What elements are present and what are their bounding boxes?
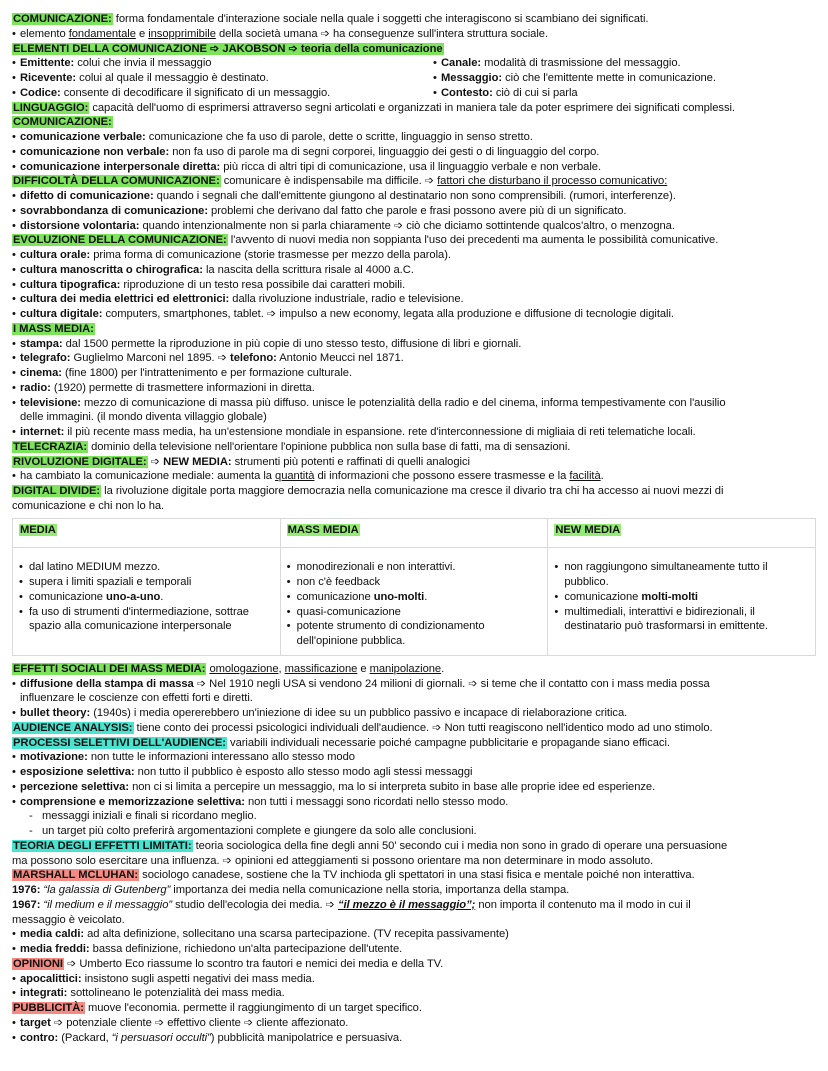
processi-selettivi-definition: PROCESSI SELETTIVI DELL'AUDIENCE: variabili individuali necessarie poiché campagne pubblicitarie e propagande siano efficaci.	[13, 736, 670, 749]
comunicazione-types-heading-line	[12, 115, 816, 130]
comunicazione-definition: COMUNICAZIONE: forma fondamentale d'interazione sociale nella quale i soggetti che interagiscono si scambiano dei significati.	[13, 13, 649, 25]
section-heading-telecrazia: TELECRAZIA:	[13, 440, 88, 453]
section-heading-digital-divide: DIGITAL DIVIDE:	[13, 485, 101, 497]
section-heading-comunicazione: COMUNICAZIONE:	[13, 13, 112, 25]
list-item: • comprensione e memorizzazione selettiva: non tutti i messaggi sono ricordati nello stesso modo.	[12, 795, 816, 810]
list-item: • telegrafo: Guglielmo Marconi nel 1895. ➩ telefono: Antonio Meucci nel 1871.	[12, 351, 816, 366]
list-item: • comunicazione interpersonale diretta: più ricca di altri tipi di comunicazione, usa il linguaggio verbale e non verbale.	[12, 160, 816, 175]
list-item: • stampa: dal 1500 permette la riproduzione in più copie di uno stesso testo, diffusione di libri e giornali.	[12, 337, 816, 352]
list-item: • motivazione: non tutte le informazioni interessano allo stesso modo	[12, 750, 816, 765]
list-item: • sovrabbondanza di comunicazione: problemi che derivano dal fatto che parole e frasi possono avere più di un significato.	[12, 204, 816, 219]
pubblicita-definition: PUBBLICITÀ: muove l'economia. permette il raggiungimento di un target specifico.	[13, 1002, 422, 1014]
list-item: • dal latino MEDIUM mezzo.	[19, 560, 274, 575]
list-item: • media freddi: bassa definizione, richiedono un'alta partecipazione dell'utente.	[12, 942, 816, 957]
mass-media-heading-line	[12, 322, 816, 337]
section-heading-elementi: ELEMENTI DELLA COMUNICAZIONE ➩ JAKOBSON ➩ teoria della comunicazione	[13, 42, 443, 55]
telecrazia-definition: TELECRAZIA: dominio della televisione nell'orientare l'opinione pubblica non sulla base di fatti, ma di sensazioni.	[13, 440, 571, 453]
section-heading-effetti-sociali: EFFETTI SOCIALI DEI MASS MEDIA:	[13, 662, 206, 675]
effetti-sociali-definition: EFFETTI SOCIALI DEI MASS MEDIA: omologazione, massificazione e manipolazione.	[13, 662, 445, 675]
list-item: • comunicazione uno-a-uno.	[19, 590, 274, 605]
list-item: • diffusione della stampa di massa ➩ Nel 1910 negli USA si vendono 24 milioni di giornali. ➩ si teme che il contatto con i mass media possa influenzare le coscienze con effetti forti e diretti.	[12, 677, 816, 707]
list-item: • monodirezionali e non interattivi.	[287, 560, 542, 575]
list-item: • televisione: mezzo di comunicazione di massa più diffuso. unisce le potenzialità della radio e del cinema, informa tempestivamente con l'ausilio delle immagini. (il mondo diventa villaggio globale)	[12, 396, 816, 426]
rivoluzione-definition: RIVOLUZIONE DIGITALE: ➩ NEW MEDIA: strumenti più potenti e raffinati di quelli analogici	[13, 455, 470, 468]
digital-divide-definition: DIGITAL DIVIDE: la rivoluzione digitale porta maggiore democrazia nella comunicazione ma cresce il divario tra chi ha accesso ai nuovi mezzi di comunicazione e chi non lo ha.	[12, 485, 724, 512]
section-heading-processi-selettivi: PROCESSI SELETTIVI DELL'AUDIENCE:	[13, 736, 226, 749]
list-item: • cultura dei media elettrici ed elettronici: dalla rivoluzione industriale, radio e televisione.	[12, 292, 816, 307]
list-item: • internet: il più recente mass media, ha un'estensione mondiale in espansione. rete d'interconnessione di migliaia di reti telematiche locali.	[12, 425, 816, 440]
teoria-effetti-limitati-definition: TEORIA DEGLI EFFETTI LIMITATI: teoria sociologica della fine degli anni 50' secondo cui i media non sono in grado di operare una persuasione ma possono solo esercitare una influenza. ➩ opinioni ed atteggiamenti si possono orientare ma non determinare in modo assoluto.	[12, 839, 728, 867]
elementi-heading-line	[12, 42, 816, 57]
list-item: • potente strumento di condizionamento dell'opinione pubblica.	[287, 619, 542, 649]
list-item: • comunicazione molti-molti	[554, 590, 809, 605]
mcluhan-1967: 1967: “il medium e il messaggio” studio dell'ecologia dei media. ➩ “il mezzo è il messaggio”; non importa il contenuto ma il modo in cui il messaggio è veicolato.	[12, 898, 691, 926]
section-heading-audience-analysis: AUDIENCE ANALYSIS:	[13, 721, 133, 734]
section-heading-opinioni: OPINIONI	[13, 957, 63, 970]
audience-analysis-definition: AUDIENCE ANALYSIS: tiene conto dei processi psicologici individuali dell'audience. ➩ Non tutti reagiscono nell'identico modo ad uno stimolo.	[13, 721, 713, 734]
list-item: • comunicazione uno-molti.	[287, 590, 542, 605]
list-item: • non raggiungono simultaneamente tutto il pubblico.	[554, 560, 809, 590]
list-item: • esposizione selettiva: non tutto il pubblico è esposto allo stesso modo agli stessi messaggi	[12, 765, 816, 780]
sub-list-item: - messaggi iniziali e finali si ricordano meglio.	[12, 809, 816, 824]
list-item: • apocalittici: insistono sugli aspetti negativi dei mass media.	[12, 972, 816, 987]
list-item: • cultura digitale: computers, smartphones, tablet. ➩ impulso a new economy, legata alla produzione e diffusione di tecnologie digitali.	[12, 307, 816, 322]
list-item: • Contesto: ciò di cui si parla	[433, 86, 816, 101]
list-item: • radio: (1920) permette di trasmettere informazioni in diretta.	[12, 381, 816, 396]
list-item: • integrati: sottolineano le potenzialità dei mass media.	[12, 986, 816, 1001]
list-item: • ha cambiato la comunicazione mediale: aumenta la quantità di informazioni che possono essere trasmesse e la facilità.	[12, 469, 816, 484]
list-item: • distorsione volontaria: quando intenzionalmente non si parla chiaramente ➩ ciò che diciamo sottintende qualcos'altro, o menzogna.	[12, 219, 816, 234]
list-item: • quasi-comunicazione	[287, 605, 542, 620]
list-item: • percezione selettiva: non ci si limita a percepire un messaggio, ma lo si interpreta subito in base alle proprie idee ed esperienze.	[12, 780, 816, 795]
list-item: • bullet theory: (1940s) i media opererebbero un'iniezione di idee su un pubblico passivo e incapace di rielaborazione critica.	[12, 706, 816, 721]
table-header-cell: MASS MEDIA	[280, 518, 548, 548]
list-item: • contro: (Packard, “i persuasori occulti”) pubblicità manipolatrice e persuasiva.	[12, 1031, 816, 1046]
section-heading-mcluhan: MARSHALL MCLUHAN:	[13, 869, 139, 882]
section-heading-comunicazione-types: COMUNICAZIONE:	[13, 116, 112, 129]
table-header-cell: MEDIA	[13, 518, 281, 548]
section-heading-teoria-effetti-limitati: TEORIA DEGLI EFFETTI LIMITATI:	[13, 839, 192, 852]
mcluhan-definition: MARSHALL MCLUHAN: sociologo canadese, sostiene che la TV inchioda gli spettatori in una stasi fisica e mentale poiché non interattiva.	[13, 869, 695, 882]
section-heading-linguaggio: LINGUAGGIO:	[13, 101, 89, 114]
table-row	[13, 548, 816, 656]
table-header-row	[13, 518, 816, 548]
opinioni-definition: OPINIONI ➩ Umberto Eco riassume lo scontro tra fautori e nemici dei media e della TV.	[13, 957, 444, 970]
table-cell	[548, 548, 816, 656]
sub-list-item: - un target più colto preferirà argomentazioni complete e giungere da solo alle conclusioni.	[12, 824, 816, 839]
media-comparison-table	[12, 518, 816, 656]
list-item: • multimediali, interattivi e bidirezionali, il destinatario può trasformarsi in emittente.	[554, 605, 809, 635]
list-item: • comunicazione non verbale: non fa uso di parole ma di segni corporei, linguaggio dei gesti o di linguaggio del corpo.	[12, 145, 816, 160]
table-cell	[13, 548, 281, 656]
section-heading-rivoluzione: RIVOLUZIONE DIGITALE:	[13, 455, 147, 468]
table-cell	[280, 548, 548, 656]
list-item: • cultura orale: prima forma di comunicazione (storie trasmesse per mezzo della parola).	[12, 248, 816, 263]
list-item: • Messaggio: ciò che l'emittente mette in comunicazione.	[433, 71, 816, 86]
list-item: • Emittente: colui che invia il messaggio	[12, 56, 433, 71]
list-item: • supera i limiti spaziali e temporali	[19, 575, 274, 590]
list-item: • non c'è feedback	[287, 575, 542, 590]
mcluhan-1976: 1976: “la galassia di Gutenberg” importanza dei media nella comunicazione nella storia, importanza della stampa.	[12, 884, 570, 896]
list-item: • Codice: consente di decodificare il significato di un messaggio.	[12, 86, 433, 101]
list-item: • difetto di comunicazione: quando i segnali che dall'emittente giungono al destinatario non sono comprensibili. (rumori, interferenze).	[12, 189, 816, 204]
section-heading-pubblicita: PUBBLICITÀ:	[13, 1002, 84, 1014]
table-header-cell: NEW MEDIA	[548, 518, 816, 548]
elementi-two-column-list	[12, 56, 816, 100]
evoluzione-definition: EVOLUZIONE DELLA COMUNICAZIONE: l'avvento di nuovi media non soppianta l'uso dei precedenti ma aumenta le possibilità comunicative.	[13, 234, 719, 247]
list-item: • fa uso di strumenti d'intermediazione, sottrae spazio alla comunicazione interpersonale	[19, 605, 274, 635]
list-item: • elemento fondamentale e insopprimibile della società umana ➩ ha conseguenze sull'intera struttura sociale.	[12, 27, 816, 42]
list-item: • cultura tipografica: riproduzione di un testo resa possibile dai caratteri mobili.	[12, 278, 816, 293]
section-heading-mass-media: I MASS MEDIA:	[13, 322, 94, 335]
list-item: • target ➩ potenziale cliente ➩ effettivo cliente ➩ cliente affezionato.	[12, 1016, 816, 1031]
difficolta-definition: DIFFICOLTÀ DELLA COMUNICAZIONE: comunicare è indispensabile ma difficile. ➩ fattori che disturbano il processo comunicativo:	[13, 175, 668, 188]
section-heading-evoluzione: EVOLUZIONE DELLA COMUNICAZIONE:	[13, 234, 227, 247]
linguaggio-definition: LINGUAGGIO: capacità dell'uomo di esprimersi attraverso segni articolati e organizzati in maniera tale da poter esprimere dei significati complessi.	[13, 101, 735, 114]
list-item: • media caldi: ad alta definizione, sollecitano una scarsa partecipazione. (TV recepita passivamente)	[12, 927, 816, 942]
list-item: • Canale: modalità di trasmissione del messaggio.	[433, 56, 816, 71]
list-item: • comunicazione verbale: comunicazione che fa uso di parole, dette o scritte, linguaggio in senso stretto.	[12, 130, 816, 145]
list-item: • cultura manoscritta o chirografica: la nascita della scrittura risale al 4000 a.C.	[12, 263, 816, 278]
list-item: • Ricevente: colui al quale il messaggio è destinato.	[12, 71, 433, 86]
section-heading-difficolta: DIFFICOLTÀ DELLA COMUNICAZIONE:	[13, 175, 220, 188]
list-item: • cinema: (fine 1800) per l'intrattenimento e per formazione culturale.	[12, 366, 816, 381]
